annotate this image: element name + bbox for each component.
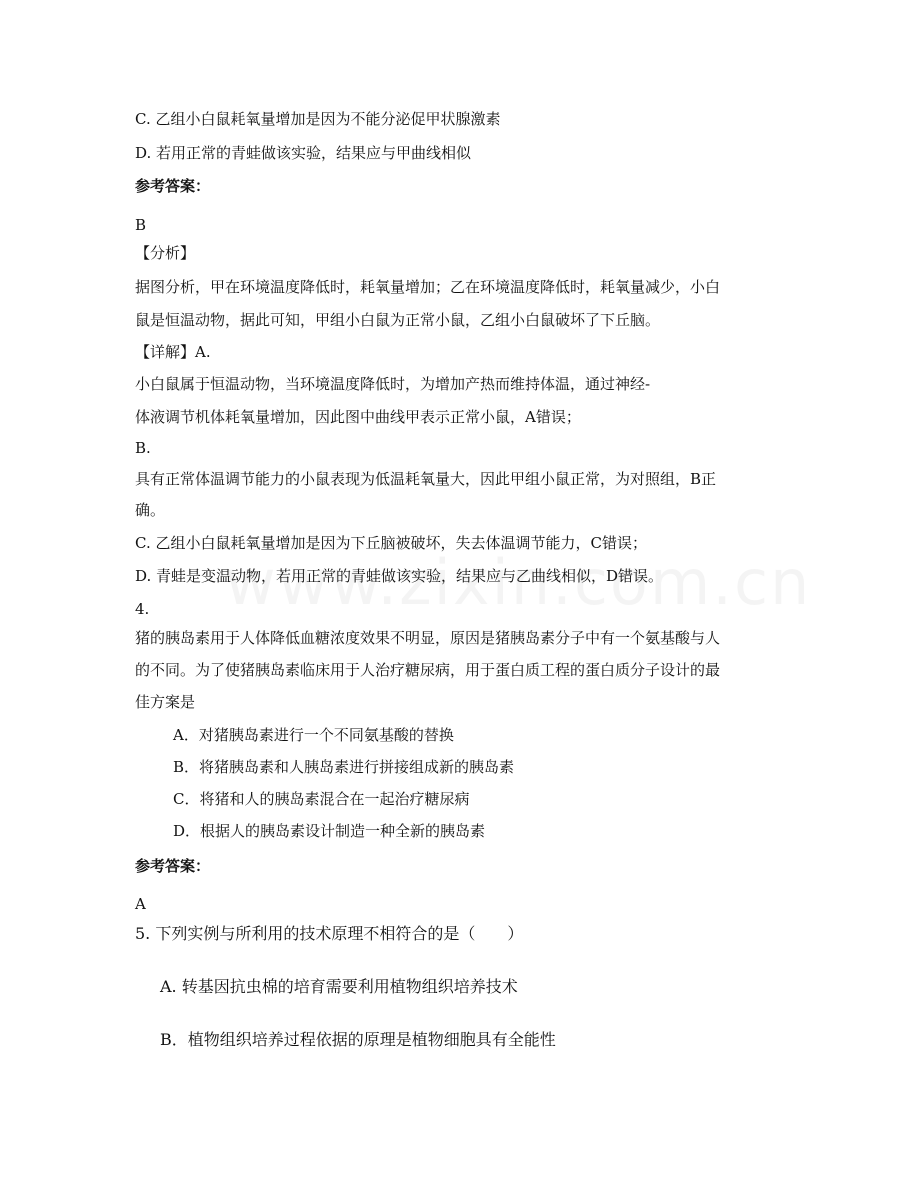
q4-option-d: D．根据人的胰岛素设计制造一种全新的胰岛素 — [173, 822, 486, 840]
q4-answer-heading: 参考答案： — [135, 857, 211, 875]
q5-option-a: A. 转基因抗虫棉的培育需要利用植物组织培养技术 — [160, 977, 518, 996]
q3-answer: B — [135, 216, 147, 234]
q3-detail-tag: 【详解】A. — [135, 343, 211, 361]
q3-detail-line: C. 乙组小白鼠耗氧量增加是因为下丘脑被破坏，失去体温调节能力，C错误； — [135, 534, 647, 552]
q3-answer-heading: 参考答案： — [135, 177, 211, 195]
q3-option-c: C. 乙组小白鼠耗氧量增加是因为不能分泌促甲状腺激素 — [135, 110, 501, 128]
q3-detail-line: 具有正常体温调节能力的小鼠表现为低温耗氧量大，因此甲组小鼠正常，为对照组，B正 — [135, 470, 717, 488]
q4-number: 4. — [135, 600, 150, 618]
q3-detail-line: 确。 — [135, 501, 166, 519]
q3-analysis-line: 鼠是恒温动物，据此可知，甲组小白鼠为正常小鼠，乙组小白鼠破坏了下丘脑。 — [135, 311, 661, 329]
q3-analysis-tag: 【分析】 — [135, 244, 196, 262]
q4-stem-line: 佳方案是 — [135, 693, 196, 711]
q3-analysis-line: 据图分析，甲在环境温度降低时，耗氧量增加；乙在环境温度降低时，耗氧量减少，小白 — [135, 278, 721, 296]
q3-detail-line: D. 青蛙是变温动物，若用正常的青蛙做该实验，结果应与乙曲线相似，D错误。 — [135, 567, 664, 585]
q4-stem-line: 猪的胰岛素用于人体降低血糖浓度效果不明显，原因是猪胰岛素分子中有一个氨基酸与人 — [135, 629, 721, 647]
q4-stem-line: 的不同。为了使猪胰岛素临床用于人治疗糖尿病，用于蛋白质工程的蛋白质分子设计的最 — [135, 661, 721, 679]
q5-stem: 5. 下列实例与所利用的技术原理不相符合的是（ ） — [135, 924, 524, 943]
q3-detail-line: B. — [135, 439, 151, 457]
q3-detail-line: 小白鼠属于恒温动物，当环境温度降低时，为增加产热而维持体温，通过神经- — [135, 375, 651, 393]
q4-option-c: C．将猪和人的胰岛素混合在一起治疗糖尿病 — [173, 790, 470, 808]
q3-option-d: D. 若用正常的青蛙做该实验，结果应与甲曲线相似 — [135, 144, 472, 162]
q5-option-b: B．植物组织培养过程依据的原理是植物细胞具有全能性 — [160, 1030, 556, 1049]
q4-answer: A — [135, 895, 146, 913]
q4-option-b: B．将猪胰岛素和人胰岛素进行拼接组成新的胰岛素 — [173, 758, 515, 776]
q3-detail-line: 体液调节机体耗氧量增加，因此图中曲线甲表示正常小鼠，A错误； — [135, 408, 581, 426]
q4-option-a: A．对猪胰岛素进行一个不同氨基酸的替换 — [173, 726, 454, 744]
